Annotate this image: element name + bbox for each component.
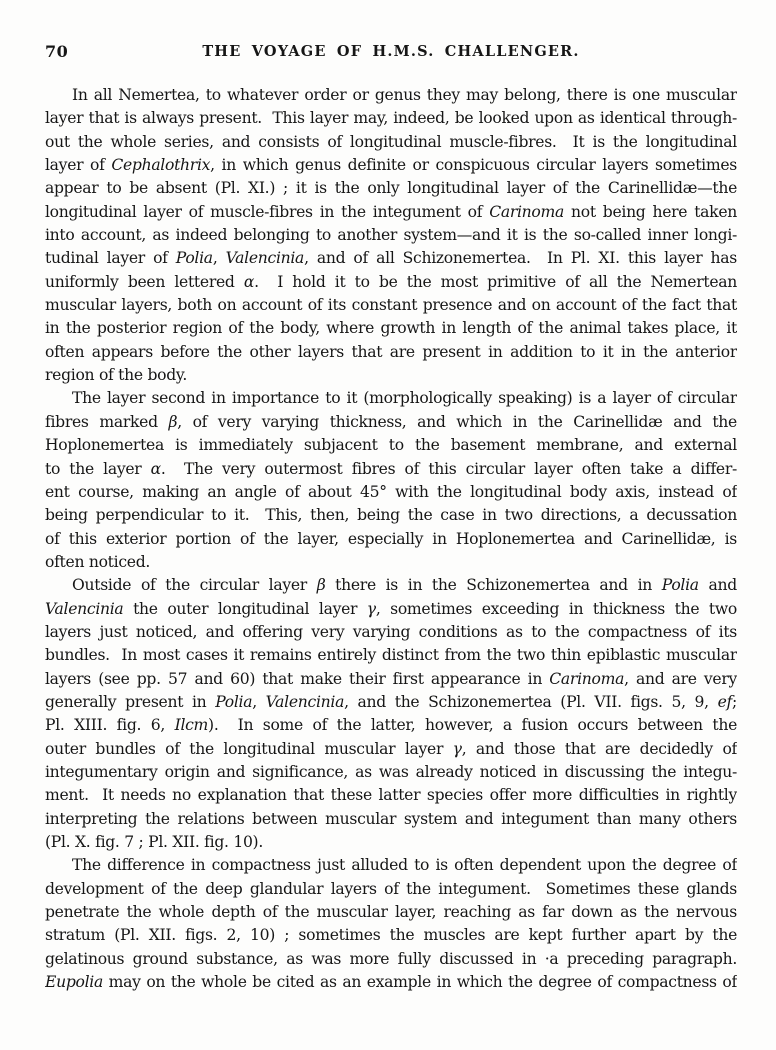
page-header <box>45 42 737 64</box>
italic-text: Valencinia <box>45 599 124 618</box>
text-line: in the posterior region of the body, where growth in length of the animal takes place, it <box>45 319 737 338</box>
text-line: development of the deep glandular layers of the integument. Sometimes these glands <box>45 879 737 898</box>
italic-text: Carinoma <box>549 669 625 688</box>
text-line: fibres marked β, of very varying thickness, and which in the Carinellidæ and the <box>45 412 737 431</box>
text-line: integumentary origin and significance, as was already noticed in discussing the integu- <box>45 762 737 781</box>
text-line: layer of Cephalothrix, in which genus definite or conspicuous circular layers sometimes <box>45 156 737 175</box>
text-line: Hoplonemertea is immediately subjacent to the basement membrane, and external <box>45 436 737 455</box>
text-line: to the layer α. The very outermost fibres of this circular layer often take a differ- <box>45 459 737 478</box>
text-line: layers (see pp. 57 and 60) that make their first appearance in Carinoma, and are very <box>45 669 737 688</box>
text-line: often appears before the other layers that are present in addition to it in the anterior <box>45 342 737 361</box>
italic-text: α <box>150 459 161 478</box>
text-line: often noticed. <box>45 552 151 571</box>
text-line: interpreting the relations between muscular system and integument than many others <box>45 809 737 828</box>
text-line: ment. It needs no explanation that these latter species offer more difficulties in rightly <box>45 786 737 805</box>
text-line: (Pl. X. fig. 7 ; Pl. XII. fig. 10). <box>45 833 264 851</box>
text-line: Valencinia the outer longitudinal layer γ, sometimes exceeding in thickness the two <box>45 599 737 618</box>
italic-text: γ <box>452 739 462 758</box>
text-line: appear to be absent (Pl. XI.) ; it is the only longitudinal layer of the Carinellidæ—the <box>45 179 737 198</box>
text-line: stratum (Pl. XII. figs. 2, 10) ; sometimes the muscles are kept further apart by the <box>45 926 737 945</box>
text-line: Pl. XIII. fig. 6, Ilcm). In some of the latter, however, a fusion occurs between the <box>45 716 737 735</box>
text-line: being perpendicular to it. This, then, being the case in two directions, a decussation <box>45 506 737 525</box>
italic-text: Valencinia <box>225 249 305 268</box>
italic-text: β <box>316 576 326 595</box>
text-line: Outside of the circular layer β there is in the Schizonemertea and in Polia and <box>72 576 737 595</box>
text-line: tudinal layer of Polia, Valencinia, and of all Schizonemertea. In Pl. XI. this layer has <box>45 249 737 268</box>
italic-text: Eupolia <box>45 973 103 992</box>
italic-text: α <box>243 272 255 291</box>
text-line: bundles. In most cases it remains entirely distinct from the two thin epiblastic muscular <box>45 646 737 665</box>
text-line: layers just noticed, and offering very varying conditions as to the compactness of its <box>45 622 737 641</box>
italic-text: Ilcm <box>174 716 209 735</box>
text-line: longitudinal layer of muscle-fibres in the integument of Carinoma not being here taken <box>45 202 737 221</box>
text-line: muscular layers, both on account of its constant presence and on account of the fact that <box>45 296 737 315</box>
text-line: The difference in compactness just alluded to is often dependent upon the degree of <box>72 856 737 875</box>
paragraph <box>45 854 737 994</box>
text-line: outer bundles of the longitudinal muscular layer γ, and those that are decidedly of <box>45 739 737 758</box>
text-line: generally present in Polia, Valencinia, and the Schizonemertea (Pl. VII. figs. 5, 9, ef; <box>45 692 737 711</box>
page-number: 70 <box>45 42 69 61</box>
page-text <box>45 84 737 994</box>
italic-text: Carinoma <box>489 202 564 221</box>
text-line: out the whole series, and consists of longitudinal muscle-fibres. It is the longitudinal <box>45 132 737 151</box>
italic-text: Polia <box>661 576 699 595</box>
text-line: into account, as indeed belonging to another system—and it is the so-called inner longi- <box>45 226 737 245</box>
paragraph <box>45 574 737 854</box>
running-head: THE VOYAGE OF H.M.S. CHALLENGER. <box>202 43 580 60</box>
text-line: gelatinous ground substance, as was more fully discussed in ·a preceding paragraph. <box>45 949 737 968</box>
paragraph <box>45 84 737 387</box>
italic-text: γ <box>366 599 376 618</box>
italic-text: ef <box>717 692 733 711</box>
paragraph <box>45 387 737 574</box>
text-line: Eupolia may on the whole be cited as an example in which the degree of compactness of <box>45 973 737 992</box>
italic-text: Valencinia <box>265 692 345 711</box>
text-line: layer that is always present. This layer may, indeed, be looked upon as identical through- <box>45 109 737 128</box>
italic-text: β <box>168 412 178 431</box>
text-line: penetrate the whole depth of the muscular layer, reaching as far down as the nervous <box>45 903 737 922</box>
text-line: The layer second in importance to it (morphologically speaking) is a layer of circular <box>72 389 737 408</box>
italic-text: Cephalothrix <box>111 156 211 175</box>
italic-text: Polia <box>175 249 213 268</box>
text-line: In all Nemertea, to whatever order or genus they may belong, there is one muscular <box>72 86 737 104</box>
italic-text: Polia <box>215 692 253 711</box>
text-line: of this exterior portion of the layer, especially in Hoplonemertea and Carinellidæ, is <box>45 529 737 548</box>
text-line: ent course, making an angle of about 45° with the longitudinal body axis, instead of <box>45 482 737 501</box>
text-line: uniformly been lettered α. I hold it to be the most primitive of all the Nemertean <box>45 272 737 291</box>
text-line: region of the body. <box>45 366 187 385</box>
